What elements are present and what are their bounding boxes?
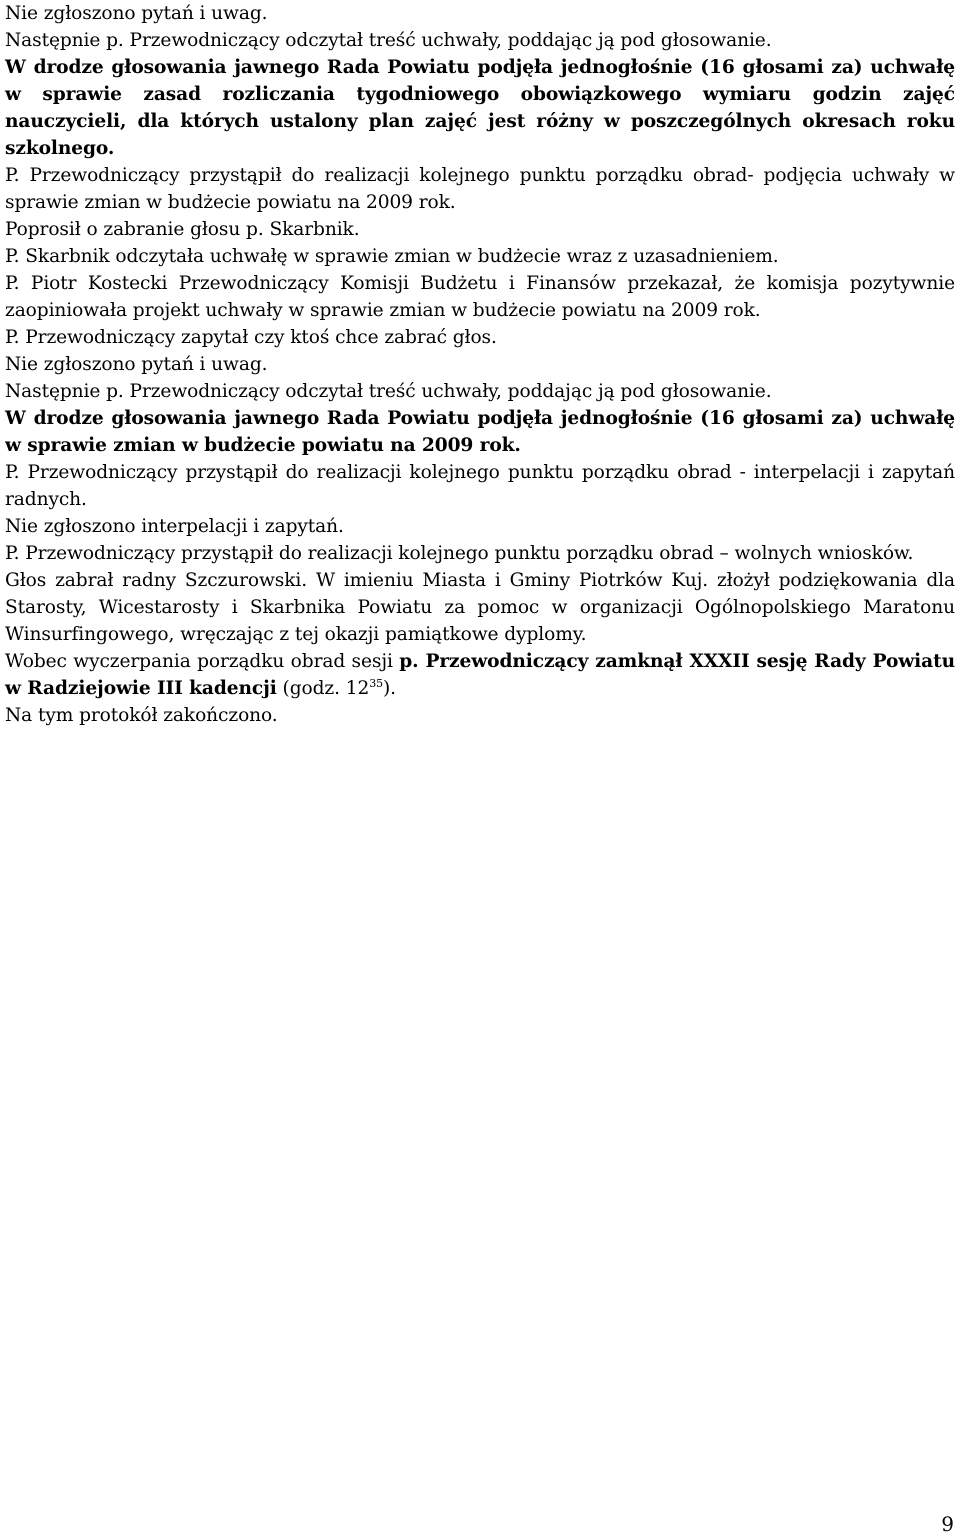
closing-part-4: ).: [383, 678, 396, 699]
closing-part-2: p. Przewodniczący zamknął XXXII sesję Rady Powiatu w Radziejowie III kadencji: [5, 651, 956, 699]
closing-paragraph: [5, 648, 955, 702]
paragraph-9: Nie zgłoszono pytań i uwag.: [5, 354, 268, 375]
closing-part-3: (godz. 12: [276, 678, 370, 699]
paragraph-14: P. Przewodniczący przystąpił do realizacji kolejnego punktu porządku obrad – wolnych wniosków.: [5, 543, 914, 564]
paragraph-10: Następnie p. Przewodniczący odczytał treść uchwały, poddając ją pod głosowanie.: [5, 381, 772, 402]
paragraph-8: P. Przewodniczący zapytał czy ktoś chce zabrać głos.: [5, 327, 497, 348]
page-number: 9: [941, 1512, 954, 1536]
paragraph-12: P. Przewodniczący przystąpił do realizacji kolejnego punktu porządku obrad - interpelacji i zapytań radnych.: [5, 462, 955, 510]
paragraph-13: Nie zgłoszono interpelacji i zapytań.: [5, 516, 344, 537]
paragraph-1: Nie zgłoszono pytań i uwag.: [5, 3, 268, 24]
closing-part-1: Wobec wyczerpania porządku obrad sesji: [5, 651, 400, 672]
paragraph-2: Następnie p. Przewodniczący odczytał treść uchwały, poddając ją pod głosowanie.: [5, 30, 772, 51]
final-line: Na tym protokół zakończono.: [5, 705, 278, 726]
document-body: [5, 0, 955, 729]
paragraph-15: Głos zabrał radny Szczurowski. W imieniu Miasta i Gminy Piotrków Kuj. złożył podziękowania dla Starosty, Wicestarosty i Skarbnika Powiatu za pomoc w organizacji Ogólnopolskiego Maratonu Winsurfingowego, wręczając z tej okazji pamiątkowe dyplomy.: [5, 570, 955, 645]
paragraph-6: P. Skarbnik odczytała uchwałę w sprawie zmian w budżecie wraz z uzasadnieniem.: [5, 246, 779, 267]
paragraph-5: Poprosił o zabranie głosu p. Skarbnik.: [5, 219, 360, 240]
paragraph-4: P. Przewodniczący przystąpił do realizacji kolejnego punktu porządku obrad- podjęcia uchwały w sprawie zmian w budżecie powiatu na 2009 rok.: [5, 165, 955, 213]
paragraph-7: P. Piotr Kostecki Przewodniczący Komisji Budżetu i Finansów przekazał, że komisja pozytywnie zaopiniowała projekt uchwały w sprawie zmian w budżecie powiatu na 2009 rok.: [5, 273, 955, 321]
resolution-paragraph-2: W drodze głosowania jawnego Rada Powiatu podjęła jednogłośnie (16 głosami za) uchwałę w sprawie zmian w budżecie powiatu na 2009 rok.: [5, 408, 955, 456]
closing-time-minutes: 35: [369, 676, 383, 690]
resolution-paragraph-1: W drodze głosowania jawnego Rada Powiatu podjęła jednogłośnie (16 głosami za) uchwałę w sprawie zasad rozliczania tygodniowego obowiązkowego wymiaru godzin zajęć nauczycieli, dla których ustalony plan zajęć jest różny w poszczególnych okresach roku szkolnego.: [5, 57, 955, 159]
